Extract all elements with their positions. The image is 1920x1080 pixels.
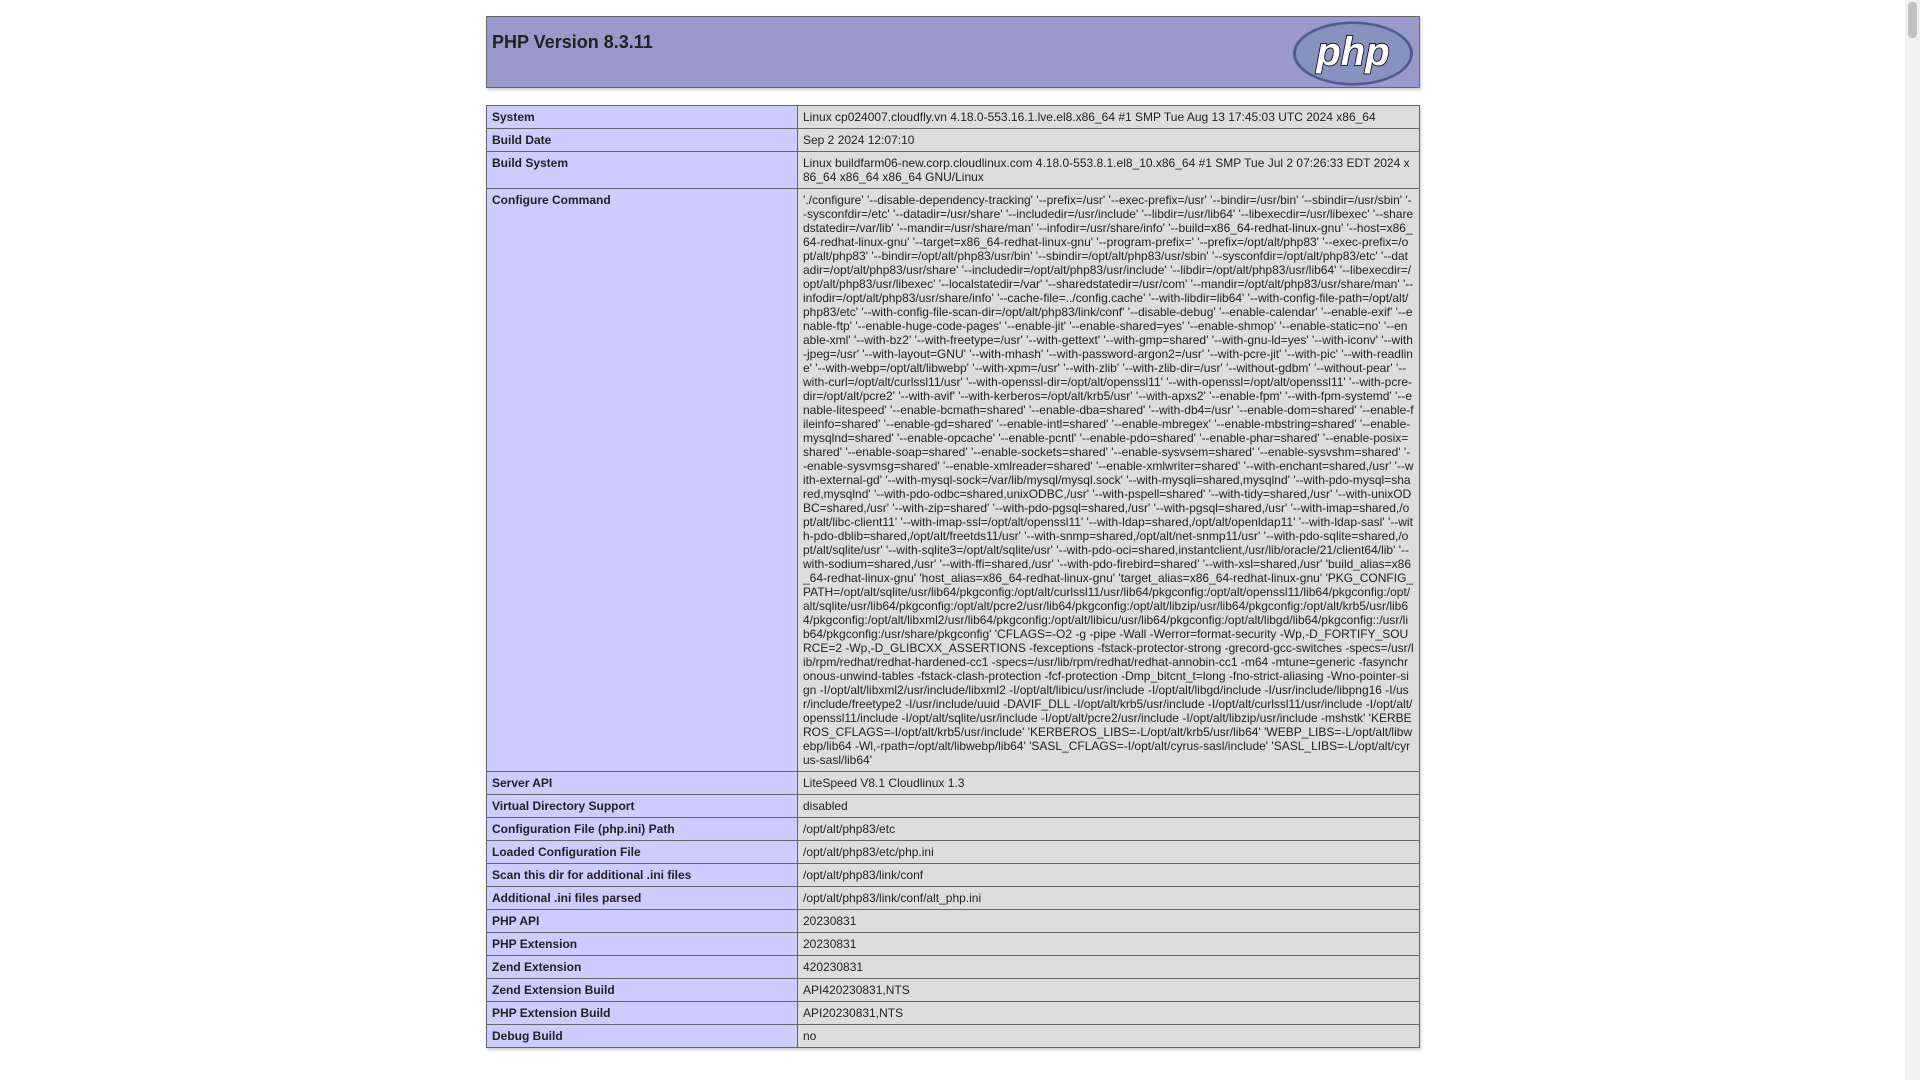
info-table xyxy=(486,105,1420,1048)
row-key: Configure Command xyxy=(487,189,798,772)
table-row xyxy=(487,818,1420,841)
row-value: Linux cp024007.cloudfly.vn 4.18.0-553.16.1.lve.el8.x86_64 #1 SMP Tue Aug 13 17:45:03 UTC 2024 x86_64 xyxy=(798,106,1420,129)
row-key: Build System xyxy=(487,152,798,189)
row-key: Loaded Configuration File xyxy=(487,841,798,864)
php-logo-text: php xyxy=(1316,30,1390,74)
row-key: PHP Extension Build xyxy=(487,1002,798,1025)
row-value: 20230831 xyxy=(798,933,1420,956)
table-row xyxy=(487,933,1420,956)
row-value: /opt/alt/php83/etc xyxy=(798,818,1420,841)
row-key: Virtual Directory Support xyxy=(487,795,798,818)
row-value: 20230831 xyxy=(798,910,1420,933)
vertical-scrollbar[interactable] xyxy=(1905,0,1920,1080)
table-row xyxy=(487,189,1420,772)
phpinfo-page xyxy=(486,16,1420,1048)
row-value: 420230831 xyxy=(798,956,1420,979)
scrollbar-thumb[interactable] xyxy=(1908,2,1917,38)
table-row xyxy=(487,864,1420,887)
row-key: Configuration File (php.ini) Path xyxy=(487,818,798,841)
row-value: API420230831,NTS xyxy=(798,979,1420,1002)
row-value: API20230831,NTS xyxy=(798,1002,1420,1025)
row-value: Sep 2 2024 12:07:10 xyxy=(798,129,1420,152)
row-key: Zend Extension xyxy=(487,956,798,979)
table-row xyxy=(487,129,1420,152)
row-value: /opt/alt/php83/link/conf xyxy=(798,864,1420,887)
row-value: /opt/alt/php83/etc/php.ini xyxy=(798,841,1420,864)
info-table-body xyxy=(487,106,1420,1048)
row-key: PHP API xyxy=(487,910,798,933)
version-header xyxy=(486,16,1420,88)
row-key: Zend Extension Build xyxy=(487,979,798,1002)
table-row xyxy=(487,152,1420,189)
row-key: Debug Build xyxy=(487,1025,798,1048)
table-row xyxy=(487,887,1420,910)
table-row xyxy=(487,106,1420,129)
row-value: disabled xyxy=(798,795,1420,818)
table-row xyxy=(487,1002,1420,1025)
table-row xyxy=(487,910,1420,933)
table-row xyxy=(487,772,1420,795)
page-title: PHP Version 8.3.11 xyxy=(492,32,653,52)
php-logo-icon xyxy=(1292,21,1414,86)
row-value: './configure' '--disable-dependency-tracking' '--prefix=/usr' '--exec-prefix=/usr' '--bindir=/usr/bin' '--sbindir=/usr/sbin' '--sysconfdir=/etc' '--datadir=/usr/share' '--includedir=/usr/include' '--libdir=/usr/lib64' '--libexecdir=/usr/libexec' '--sharedstatedir=/var/lib' '--mandir=/usr/share/man' '--infodir=/usr/share/info' '--build=x86_64-redhat-linux-gnu' '--host=x86_64-redhat-linux-gnu' '--target=x86_64-redhat-linux-gnu' '--program-prefix=' '--prefix=/opt/alt/php83' '--exec-prefix=/opt/alt/php83' '--bindir=/opt/alt/php83/usr/bin' '--sbindir=/opt/alt/php83/usr/sbin' '--sysconfdir=/opt/alt/php83/etc' '--datadir=/opt/alt/php83/usr/share' '--includedir=/opt/alt/php83/usr/include' '--libdir=/opt/alt/php83/usr/lib64' '--libexecdir=/opt/alt/php83/usr/libexec' '--localstatedir=/var' '--sharedstatedir=/usr/com' '--mandir=/opt/alt/php83/usr/share/man' '--infodir=/opt/alt/php83/usr/share/info' '--cache-file=../config.cache' '--with-libdir=lib64' '--with-config-file-path=/opt/alt/php83/etc' '--with-config-file-scan-dir=/opt/alt/php83/link/conf' '--disable-debug' '--enable-calendar' '--enable-exif' '--enable-ftp' '--enable-huge-code-pages' '--enable-jit' '--enable-shared=yes' '--enable-shmop' '--enable-static=no' '--enable-xml' '--with-bz2' '--with-freetype=/usr' '--with-gettext' '--with-gmp=shared' '--with-gnu-ld=yes' '--with-iconv' '--with-jpeg=/usr' '--with-layout=GNU' '--with-mhash' '--with-password-argon2=/usr' '--with-pcre-jit' '--with-pic' '--with-readline' '--with-webp=/opt/alt/libwebp' '--with-xpm=/usr' '--with-zlib' '--with-zlib-dir=/usr' '--without-gdbm' '--without-pear' '--with-curl=/opt/alt/curlssl11/usr' '--with-openssl-dir=/opt/alt/openssl11' '--with-openssl=/opt/alt/openssl11' '--with-pcre-dir=/opt/alt/pcre2' '--with-avif' '--with-kerberos=/opt/alt/krb5/usr' '--with-apxs2' '--enable-fpm' '--with-fpm-systemd' '--enable-litespeed' '--enable-bcmath=shared' '--enable-dba=shared' '--with-db4=/usr' '--enable-dom=shared' '--enable-fileinfo=shared' '--enable-gd=shared' '--enable-intl=shared' '--enable-mbregex' '--enable-mbstring=shared' '--enable-mysqlnd=shared' '--enable-opcache' '--enable-pcntl' '--enable-pdo=shared' '--enable-phar=shared' '--enable-posix=shared' '--enable-soap=shared' '--enable-sockets=shared' '--enable-sysvsem=shared' '--enable-sysvshm=shared' '--enable-sysvmsg=shared' '--enable-xmlreader=shared' '--enable-xmlwriter=shared' '--with-enchant=shared,/usr' '--with-external-gd' '--with-mysql-sock=/var/lib/mysql/mysql.sock' '--with-mysqli=shared,mysqlnd' '--with-pdo-mysql=shared,mysqlnd' '--with-pdo-odbc=shared,unixODBC,/usr' '--with-pspell=shared' '--with-tidy=shared,/usr' '--with-unixODBC=shared,/usr' '--with-zip=shared' '--with-pdo-pgsql=shared,/usr' '--with-pgsql=shared,/usr' '--with-imap=shared,/opt/alt/libc-client11' '--with-imap-ssl=/opt/alt/openssl11' '--with-ldap=shared,/opt/alt/openldap11' '--with-ldap-sasl' '--with-pdo-dblib=shared,/opt/alt/freetds11/usr' '--with-snmp=shared,/opt/alt/net-snmp11/usr' '--with-pdo-sqlite=shared,/opt/alt/sqlite/usr' '--with-sqlite3=/opt/alt/sqlite/usr' '--with-pdo-oci=shared,instantclient,/usr/lib/oracle/21/client64/lib' '--with-sodium=shared,/usr' '--with-ffi=shared,/usr' '--with-pdo-firebird=shared' '--with-xsl=shared,/usr' 'build_alias=x86_64-redhat-linux-gnu' 'host_alias=x86_64-redhat-linux-gnu' 'target_alias=x86_64-redhat-linux-gnu' 'PKG_CONFIG_PATH=/opt/alt/sqlite/usr/lib64/pkgconfig:/opt/alt/curlssl11/usr/lib64/pkgconfig:/opt/alt/openssl11/lib64/pkgconfig:/opt/alt/sqlite/usr/lib64/pkgconfig:/opt/alt/pcre2/usr/lib64/pkgconfig:/opt/alt/libzip/usr/lib64/pkgconfig:/opt/alt/krb5/usr/lib64/pkgconfig:/opt/alt/libxml2/usr/lib64/pkgconfig:/opt/alt/libicu/usr/lib64/pkgconfig:/opt/alt/libgd/lib64/pkgconfig::/usr/lib64/pkgconfig:/usr/share/pkgconfig' 'CFLAGS=-O2 -g -pipe -Wall -Werror=format-security -Wp,-D_FORTIFY_SOURCE=2 -Wp,-D_GLIBCXX_ASSERTIONS -fexceptions -fstack-protector-strong -grecord-gcc-switches -specs=/usr/lib/rpm/redhat/redhat-hardened-cc1 -specs=/usr/lib/rpm/redhat/redhat-annobin-cc1 -m64 -mtune=generic -fasynchronous-unwind-tables -fstack-clash-protection -fcf-protection -Dmp_bitcnt_t=long -fno-strict-aliasing -Wno-pointer-sign -I/opt/alt/libxml2/usr/include/libxml2 -I/opt/alt/libicu/usr/include -I/opt/alt/libgd/include -I/usr/include/libpng16 -I/usr/include/freetype2 -I/usr/include/uuid -DAVIF_DLL -I/opt/alt/krb5/usr/include -I/opt/alt/curlssl11/usr/include -I/opt/alt/openssl11/include -I/opt/alt/sqlite/usr/include -I/opt/alt/pcre2/usr/include -I/opt/alt/libzip/usr/include -mshstk' 'KERBEROS_CFLAGS=-I/opt/alt/krb5/usr/include' 'KERBEROS_LIBS=-L/opt/alt/krb5/usr/lib64' 'WEBP_LIBS=-L/opt/alt/libwebp/lib64 -Wl,-rpath=/opt/alt/libwebp/lib64' 'SASL_CFLAGS=-I/opt/alt/cyrus-sasl/include' 'SASL_LIBS=-L/opt/alt/cyrus-sasl/lib64' xyxy=(798,189,1420,772)
row-key: System xyxy=(487,106,798,129)
row-key: PHP Extension xyxy=(487,933,798,956)
row-value: LiteSpeed V8.1 Cloudlinux 1.3 xyxy=(798,772,1420,795)
table-row xyxy=(487,795,1420,818)
row-value: no xyxy=(798,1025,1420,1048)
row-key: Server API xyxy=(487,772,798,795)
table-row xyxy=(487,979,1420,1002)
row-value: /opt/alt/php83/link/conf/alt_php.ini xyxy=(798,887,1420,910)
row-value: Linux buildfarm06-new.corp.cloudlinux.com 4.18.0-553.8.1.el8_10.x86_64 #1 SMP Tue Jul 2 07:26:33 EDT 2024 x86_64 x86_64 x86_64 GNU/Linux xyxy=(798,152,1420,189)
table-row xyxy=(487,956,1420,979)
row-key: Build Date xyxy=(487,129,798,152)
table-row xyxy=(487,1025,1420,1048)
row-key: Additional .ini files parsed xyxy=(487,887,798,910)
table-row xyxy=(487,841,1420,864)
row-key: Scan this dir for additional .ini files xyxy=(487,864,798,887)
